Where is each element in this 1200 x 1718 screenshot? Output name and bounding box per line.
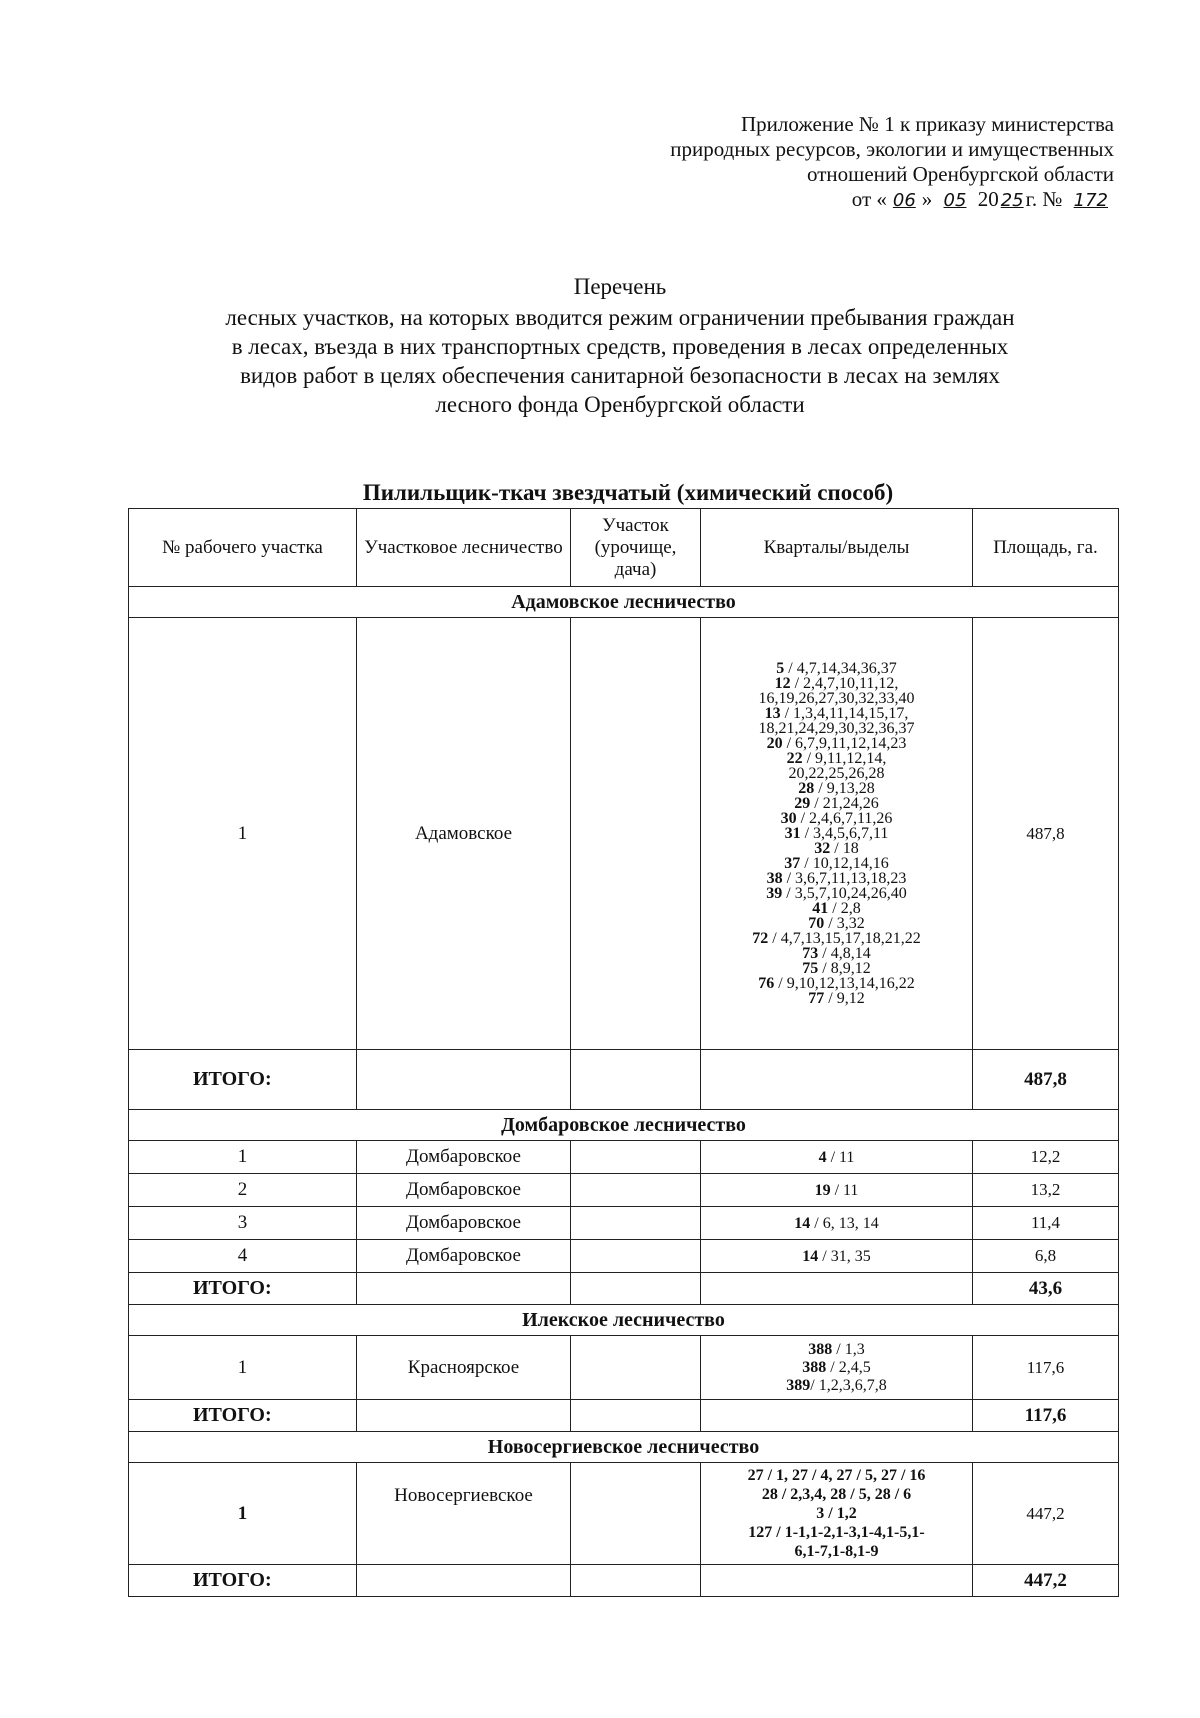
- cell-plot: [571, 1240, 701, 1273]
- quarter-line: [705, 871, 968, 886]
- quarter-number: 19: [814, 1181, 831, 1199]
- quarter-sections: / 18: [830, 840, 859, 857]
- cell-number: 1: [129, 618, 357, 1050]
- quarter-number: 22: [786, 750, 803, 767]
- col-header-number: № рабочего участка: [129, 509, 357, 587]
- quarter-number: 389: [786, 1376, 811, 1394]
- quarter-sections: / 3,5,7,10,24,26,40: [782, 885, 907, 902]
- cell-number: 1: [129, 1336, 357, 1400]
- quarter-sections: / 4,7,13,15,17,18,21,22: [768, 930, 921, 947]
- quarter-number: 77: [808, 990, 825, 1007]
- quarter-number: 32: [814, 840, 831, 857]
- quarter-sections: / 31, 35: [818, 1247, 871, 1265]
- cell-forestry: Домбаровское: [357, 1207, 571, 1240]
- quarter-sections: / 1,3,4,11,14,15,17,: [780, 705, 909, 722]
- quarter-number: 31: [784, 825, 801, 842]
- title-line-2: лесных участков, на которых вводится режим ограничении пребывания граждан: [225, 305, 1015, 330]
- total-label: ИТОГО:: [129, 1565, 357, 1597]
- table-row: [129, 1141, 1119, 1174]
- forest-plots-table: [128, 508, 1119, 1597]
- quarter-sections: / 8,9,12: [818, 960, 871, 977]
- quarter-sections: / 21,24,26: [810, 795, 879, 812]
- quarter-line: [705, 661, 968, 676]
- table-header-row: [129, 509, 1119, 587]
- quarter-sections: / 2,4,7,10,11,12,: [790, 675, 899, 692]
- quarter-number: 20: [766, 735, 783, 752]
- section-title: Адамовское лесничество: [129, 587, 1119, 618]
- quarter-line: [705, 931, 968, 946]
- year-prefix: 20: [977, 187, 999, 211]
- quarter-sections: / 11: [830, 1181, 859, 1199]
- cell-plot: [571, 1174, 701, 1207]
- quarter-line: 27 / 1, 27 / 4, 27 / 5, 27 / 16: [747, 1467, 926, 1484]
- appendix-line-3: отношений Оренбургской области: [807, 162, 1114, 186]
- quarter-line: [705, 886, 968, 901]
- date-day: 06: [892, 190, 916, 211]
- quarter-number: 75: [802, 960, 819, 977]
- appendix-date-line: [670, 187, 1114, 213]
- total-row: [129, 1273, 1119, 1305]
- cell-plot: [571, 1141, 701, 1174]
- cell-number: 2: [129, 1174, 357, 1207]
- order-number: 172: [1073, 190, 1108, 211]
- quarter-number: 12: [774, 675, 791, 692]
- total-row: [129, 1565, 1119, 1597]
- section-row: [129, 1432, 1119, 1463]
- total-row: [129, 1050, 1119, 1110]
- cell-quarters: [701, 1141, 973, 1174]
- quarter-sections: / 3,4,5,6,7,11: [800, 825, 889, 842]
- cell-quarters: [701, 1174, 973, 1207]
- quarter-number: 4: [818, 1148, 827, 1166]
- table-row: [129, 1240, 1119, 1273]
- quarter-number: 14: [802, 1247, 819, 1265]
- cell-forestry: Домбаровское: [357, 1240, 571, 1273]
- cell-area: 117,6: [973, 1336, 1119, 1400]
- cell-quarters: [701, 1207, 973, 1240]
- total-value: 487,8: [973, 1050, 1119, 1110]
- table-row: [129, 1463, 1119, 1565]
- quarter-line: 28 / 2,3,4, 28 / 5, 28 / 6: [761, 1486, 912, 1503]
- total-label: ИТОГО:: [129, 1050, 357, 1110]
- quarter-line: [705, 841, 968, 856]
- table-row: [129, 618, 1119, 1050]
- quarter-number: 72: [752, 930, 769, 947]
- quarter-line: 6,1-7,1-8,1-9: [794, 1543, 879, 1560]
- quarter-number: 13: [764, 705, 781, 722]
- quarter-line: [705, 976, 968, 991]
- cell-plot: [571, 1207, 701, 1240]
- table-title: Пилильщик-ткач звездчатый (химический способ): [362, 480, 894, 505]
- quarter-number: 73: [802, 945, 819, 962]
- cell-forestry: Красноярское: [357, 1336, 571, 1400]
- total-row: [129, 1400, 1119, 1432]
- quarter-number: 37: [784, 855, 801, 872]
- quarter-sections: / 1,3: [832, 1340, 865, 1358]
- cell-quarters: [701, 618, 973, 1050]
- quarter-sections: 16,19,26,27,30,32,33,40: [758, 690, 915, 707]
- quarter-line: [705, 856, 968, 871]
- quarter-sections: / 9,13,28: [814, 780, 875, 797]
- date-prefix: от «: [851, 187, 887, 211]
- cell-plot: [571, 1336, 701, 1400]
- table-row: [129, 1207, 1119, 1240]
- cell-quarters: [701, 1463, 973, 1565]
- total-label: ИТОГО:: [129, 1273, 357, 1305]
- quarter-sections: / 9,10,12,13,14,16,22: [774, 975, 915, 992]
- quarter-sections: / 4,7,14,34,36,37: [784, 660, 897, 677]
- quarter-sections: / 3,32: [824, 915, 865, 932]
- quarter-line: [705, 1359, 968, 1377]
- cell-area: 487,8: [973, 618, 1119, 1050]
- col-header-area: Площадь, га.: [973, 509, 1119, 587]
- quarter-sections: / 1,2,3,6,7,8: [810, 1376, 887, 1394]
- appendix-line-2: природных ресурсов, экологии и имущественных: [670, 137, 1114, 161]
- cell-forestry: Адамовское: [357, 618, 571, 1050]
- quarter-line: [705, 796, 968, 811]
- quarter-sections: / 9,11,12,14,: [802, 750, 887, 767]
- quarter-sections: / 2,8: [828, 900, 861, 917]
- quarter-line: [705, 691, 968, 706]
- table-row: [129, 1174, 1119, 1207]
- cell-plot: [571, 1463, 701, 1565]
- date-month: 05: [943, 190, 967, 211]
- col-header-quarters: Кварталы/выделы: [701, 509, 973, 587]
- quarter-line: [705, 811, 968, 826]
- cell-plot: [571, 618, 701, 1050]
- quarter-number: 38: [766, 870, 783, 887]
- section-row: [129, 587, 1119, 618]
- section-row: [129, 1305, 1119, 1336]
- appendix-header: [670, 112, 1114, 213]
- quarter-number: 388: [802, 1358, 827, 1376]
- quarter-sections: / 2,4,6,7,11,26: [796, 810, 893, 827]
- cell-area: 11,4: [973, 1207, 1119, 1240]
- title-line-5: лесного фонда Оренбургской области: [435, 392, 805, 417]
- cell-number: 1: [129, 1141, 357, 1174]
- quarter-line: [705, 946, 968, 961]
- quarter-sections: / 2,4,5: [826, 1358, 871, 1376]
- quarter-number: 41: [812, 900, 829, 917]
- quarter-line: [705, 916, 968, 931]
- quarter-number: 29: [794, 795, 811, 812]
- cell-area: 13,2: [973, 1174, 1119, 1207]
- quarter-number: 70: [808, 915, 825, 932]
- quarter-line: [705, 766, 968, 781]
- year-suffix: 25: [1000, 190, 1024, 211]
- quarter-sections: / 6,7,9,11,12,14,23: [782, 735, 907, 752]
- quarter-line: [705, 991, 968, 1006]
- quarter-line: [705, 781, 968, 796]
- cell-forestry: Новосергиевское: [357, 1463, 571, 1565]
- quarter-number: 76: [758, 975, 775, 992]
- cell-quarters: [701, 1336, 973, 1400]
- quarter-number: 5: [776, 660, 785, 677]
- quarter-sections: / 11: [826, 1148, 855, 1166]
- quarter-line: [705, 736, 968, 751]
- year-end: г. №: [1025, 187, 1063, 211]
- quarter-sections: 18,21,24,29,30,32,36,37: [758, 720, 915, 737]
- cell-area: 12,2: [973, 1141, 1119, 1174]
- total-value: 447,2: [973, 1565, 1119, 1597]
- document-title: [110, 272, 1130, 419]
- date-mid: »: [921, 187, 933, 211]
- quarter-number: 28: [798, 780, 815, 797]
- title-line-3: в лесах, въезда в них транспортных средств, проведения в лесах определенных: [231, 334, 1009, 359]
- total-value: 117,6: [973, 1400, 1119, 1432]
- quarter-number: 388: [808, 1340, 833, 1358]
- title-line-4: видов работ в целях обеспечения санитарной безопасности в лесах на землях: [240, 363, 1000, 388]
- quarter-line: [705, 826, 968, 841]
- cell-quarters: [701, 1240, 973, 1273]
- appendix-line-1: Приложение № 1 к приказу министерства: [740, 112, 1114, 136]
- cell-area: 6,8: [973, 1240, 1119, 1273]
- quarter-number: 39: [766, 885, 783, 902]
- section-row: [129, 1110, 1119, 1141]
- total-label: ИТОГО:: [129, 1400, 357, 1432]
- quarter-line: [705, 706, 968, 721]
- quarter-sections: / 3,6,7,11,13,18,23: [782, 870, 907, 887]
- quarter-sections: 20,22,25,26,28: [788, 765, 885, 782]
- quarter-sections: / 10,12,14,16: [800, 855, 889, 872]
- cell-area: 447,2: [973, 1463, 1119, 1565]
- section-title: Илекское лесничество: [129, 1305, 1119, 1336]
- col-header-plot: Участок (урочище, дача): [571, 509, 701, 587]
- quarter-line: [705, 901, 968, 916]
- quarter-line: [705, 751, 968, 766]
- quarter-line: 3 / 1,2: [816, 1505, 857, 1522]
- table-row: [129, 1336, 1119, 1400]
- quarter-line: 127 / 1-1,1-2,1-3,1-4,1-5,1-: [748, 1524, 925, 1541]
- cell-forestry: Домбаровское: [357, 1174, 571, 1207]
- cell-number: 1: [129, 1463, 357, 1565]
- cell-forestry: Домбаровское: [357, 1141, 571, 1174]
- col-header-forestry: Участковое лесничество: [357, 509, 571, 587]
- title-line-1: Перечень: [573, 274, 667, 299]
- quarter-line: [705, 961, 968, 976]
- section-title: Домбаровское лесничество: [129, 1110, 1119, 1141]
- cell-number: 3: [129, 1207, 357, 1240]
- quarter-line: [705, 676, 968, 691]
- quarter-line: [705, 721, 968, 736]
- quarter-sections: / 6, 13, 14: [810, 1214, 879, 1232]
- quarter-sections: / 4,8,14: [818, 945, 871, 962]
- quarter-number: 14: [794, 1214, 811, 1232]
- cell-number: 4: [129, 1240, 357, 1273]
- quarter-sections: / 9,12: [824, 990, 865, 1007]
- total-value: 43,6: [973, 1273, 1119, 1305]
- quarter-line: [705, 1341, 968, 1359]
- quarter-number: 30: [780, 810, 797, 827]
- section-title: Новосергиевское лесничество: [129, 1432, 1119, 1463]
- quarter-line: [705, 1377, 968, 1395]
